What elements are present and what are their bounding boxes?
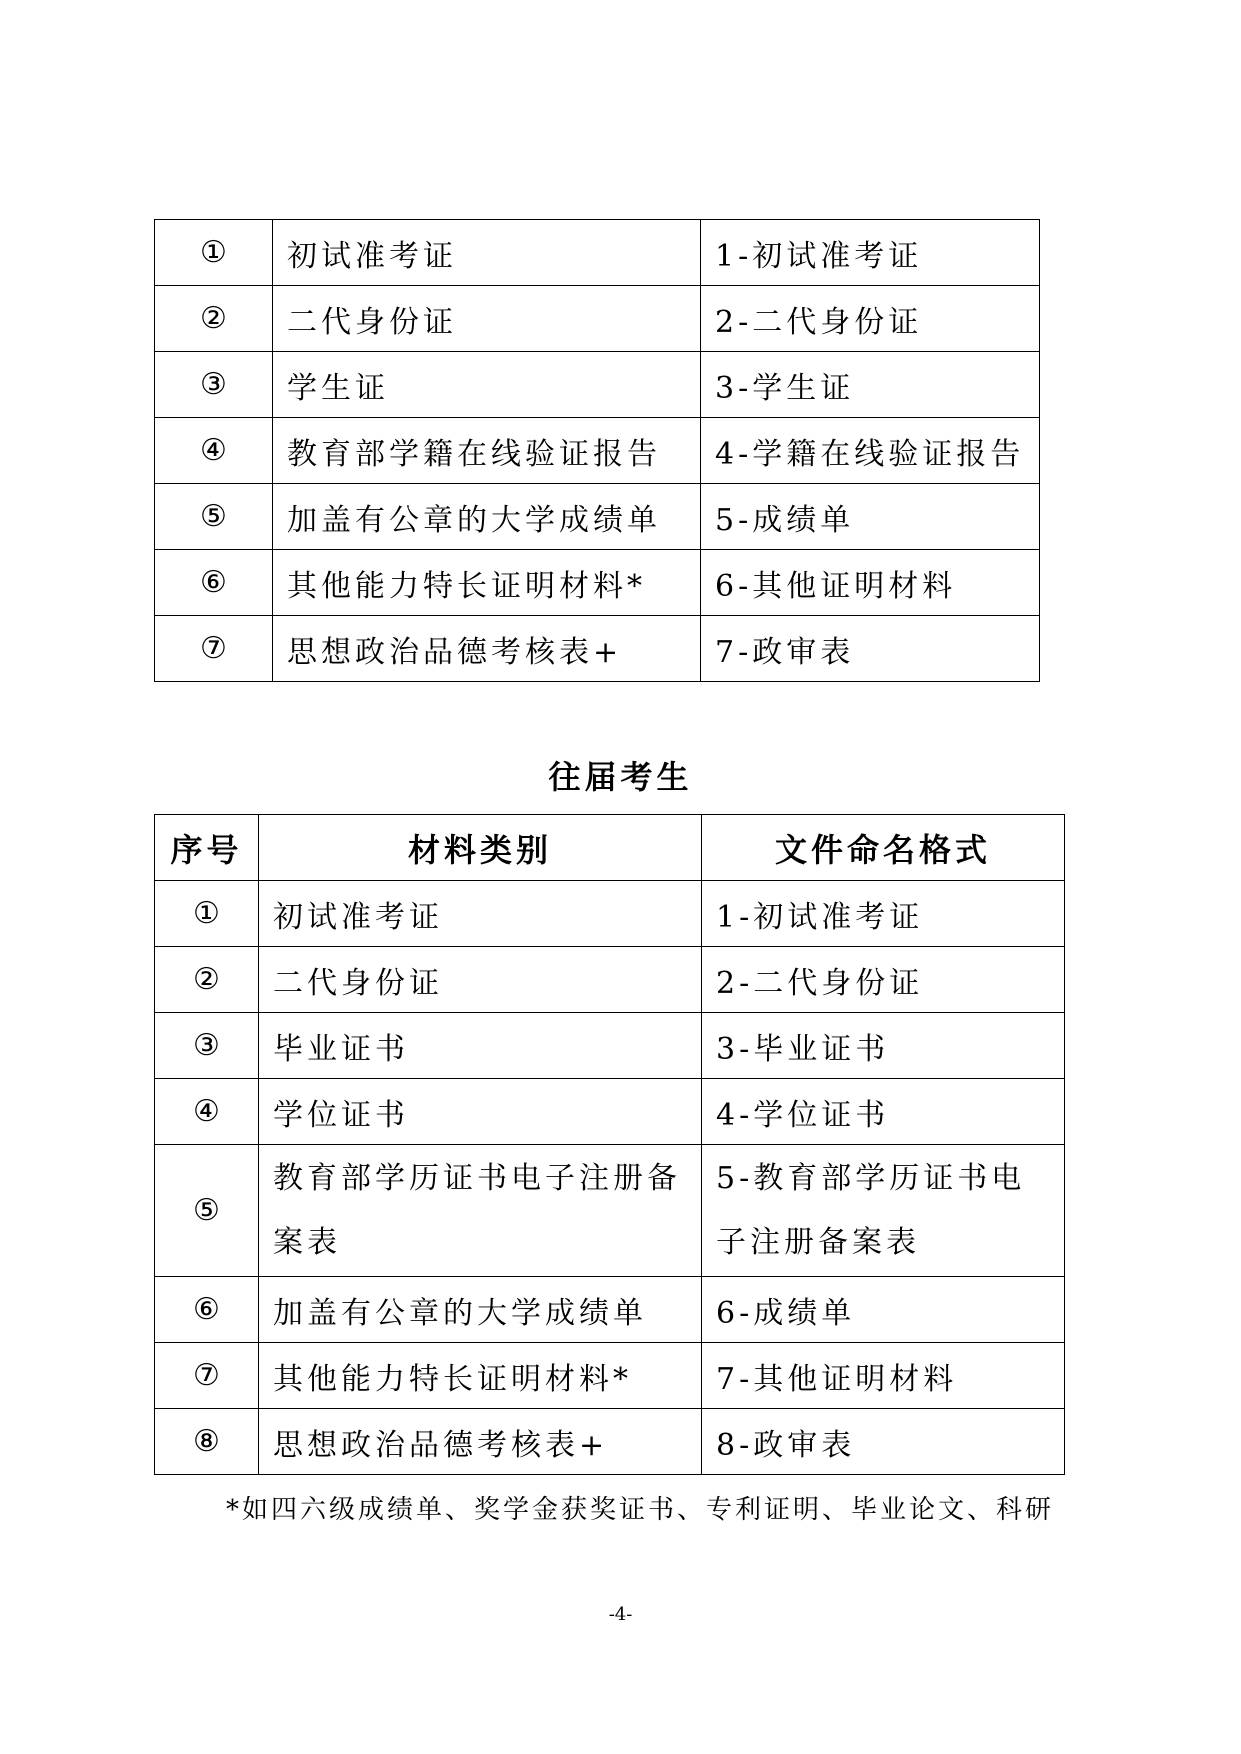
material-category: 思想政治品德考核表+ xyxy=(259,1409,702,1475)
column-header-filename: 文件命名格式 xyxy=(702,815,1065,881)
table-row xyxy=(155,1013,1065,1079)
table-row xyxy=(155,352,1040,418)
material-category: 初试准考证 xyxy=(259,881,702,947)
row-number: ② xyxy=(155,947,259,1013)
table-row xyxy=(155,550,1040,616)
row-number: ③ xyxy=(155,352,273,418)
file-name-format: 1-初试准考证 xyxy=(702,881,1065,947)
file-name-format: 3-学生证 xyxy=(701,352,1040,418)
table-row xyxy=(155,1343,1065,1409)
material-category: 教育部学历证书电子注册备案表 xyxy=(259,1145,702,1277)
row-number: ② xyxy=(155,286,273,352)
material-category: 二代身份证 xyxy=(259,947,702,1013)
row-number: ⑤ xyxy=(155,484,273,550)
materials-table-previous xyxy=(154,814,1065,1475)
file-name-format: 8-政审表 xyxy=(702,1409,1065,1475)
material-category: 学生证 xyxy=(273,352,701,418)
file-name-format: 2-二代身份证 xyxy=(702,947,1065,1013)
row-number: ④ xyxy=(155,418,273,484)
material-category: 教育部学籍在线验证报告 xyxy=(273,418,701,484)
table-row xyxy=(155,220,1040,286)
file-name-format: 4-学位证书 xyxy=(702,1079,1065,1145)
file-name-format: 7-政审表 xyxy=(701,616,1040,682)
material-category: 其他能力特长证明材料* xyxy=(259,1343,702,1409)
file-name-format: 2-二代身份证 xyxy=(701,286,1040,352)
table-row xyxy=(155,1145,1065,1277)
table-row xyxy=(155,881,1065,947)
row-number: ① xyxy=(155,220,273,286)
row-number: ⑧ xyxy=(155,1409,259,1475)
table-row xyxy=(155,616,1040,682)
column-header-material: 材料类别 xyxy=(259,815,702,881)
row-number: ① xyxy=(155,881,259,947)
file-name-format: 5-成绩单 xyxy=(701,484,1040,550)
file-name-format: 5-教育部学历证书电子注册备案表 xyxy=(702,1145,1065,1277)
table-row xyxy=(155,1079,1065,1145)
row-number: ④ xyxy=(155,1079,259,1145)
material-category: 学位证书 xyxy=(259,1079,702,1145)
material-category: 思想政治品德考核表+ xyxy=(273,616,701,682)
table-row xyxy=(155,1277,1065,1343)
row-number: ③ xyxy=(155,1013,259,1079)
table-row xyxy=(155,286,1040,352)
file-name-format: 3-毕业证书 xyxy=(702,1013,1065,1079)
footnote: *如四六级成绩单、奖学金获奖证书、专利证明、毕业论文、科研 xyxy=(226,1495,1055,1525)
material-category: 初试准考证 xyxy=(273,220,701,286)
table-row xyxy=(155,1409,1065,1475)
column-header-number: 序号 xyxy=(155,815,259,881)
file-name-format: 6-成绩单 xyxy=(702,1277,1065,1343)
material-category: 二代身份证 xyxy=(273,286,701,352)
table-header-row xyxy=(155,815,1065,881)
file-name-format: 6-其他证明材料 xyxy=(701,550,1040,616)
row-number: ⑥ xyxy=(155,1277,259,1343)
table-row xyxy=(155,418,1040,484)
row-number: ⑦ xyxy=(155,616,273,682)
table-row xyxy=(155,947,1065,1013)
materials-table-current xyxy=(154,219,1040,682)
row-number: ⑦ xyxy=(155,1343,259,1409)
section-title: 往届考生 xyxy=(548,758,693,796)
file-name-format: 7-其他证明材料 xyxy=(702,1343,1065,1409)
material-category: 其他能力特长证明材料* xyxy=(273,550,701,616)
material-category: 加盖有公章的大学成绩单 xyxy=(259,1277,702,1343)
material-category: 加盖有公章的大学成绩单 xyxy=(273,484,701,550)
page-number: -4- xyxy=(608,1604,633,1625)
row-number: ⑤ xyxy=(155,1145,259,1277)
file-name-format: 4-学籍在线验证报告 xyxy=(701,418,1040,484)
material-category: 毕业证书 xyxy=(259,1013,702,1079)
file-name-format: 1-初试准考证 xyxy=(701,220,1040,286)
row-number: ⑥ xyxy=(155,550,273,616)
table-row xyxy=(155,484,1040,550)
